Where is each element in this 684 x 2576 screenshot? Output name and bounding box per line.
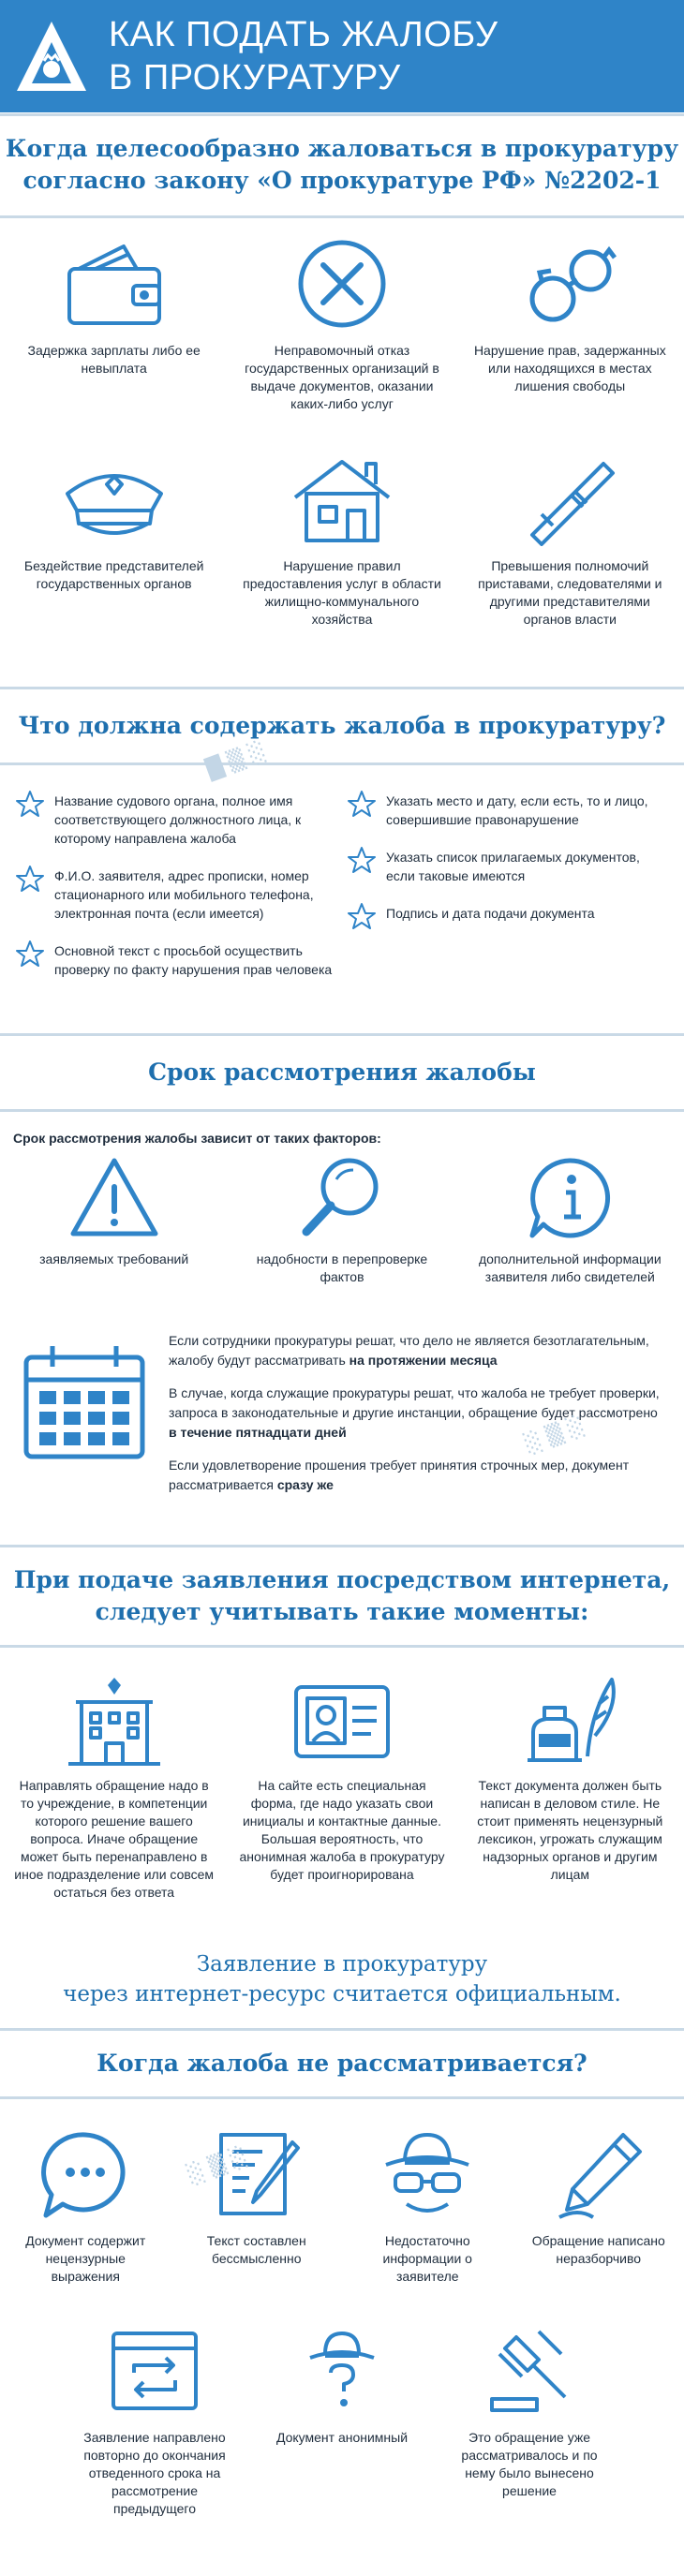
term-immediate-text: Если удовлетворение прошения требует принятия строчных мер, документ рассматривается <box>169 1458 630 1492</box>
official-statement <box>0 1949 684 2028</box>
reason-label: Текст составлен бессмысленно <box>206 2233 306 2266</box>
term-immediate-highlight: сразу же <box>276 1477 334 1492</box>
list-item <box>15 866 337 923</box>
complaint-case-item <box>0 237 228 452</box>
divider <box>0 2096 684 2099</box>
list-item-text: Подпись и дата подачи документа <box>386 906 595 921</box>
factor-label: заявляемых требований <box>39 1251 189 1266</box>
divider <box>0 687 684 689</box>
term-month-text: Если сотрудники прокуратуры решат, что дело не является безотлагательным, жалобу будут рассматривать <box>169 1333 649 1368</box>
item-label: Задержка зарплаты либо ее невыплата <box>27 343 201 376</box>
term-month-highlight: на протяжении месяца <box>349 1353 498 1368</box>
list-item-text: Указать место и дату, если есть, то и лицо, совершившие правонарушение <box>386 793 648 827</box>
section2-title: Что должна содержать жалоба в прокуратуру? <box>18 712 666 739</box>
divider <box>0 762 684 765</box>
tip-item <box>0 1674 228 1944</box>
reason-item <box>171 2127 343 2324</box>
star-icon <box>347 902 377 930</box>
star-icon <box>15 790 45 818</box>
tip-item <box>228 1674 455 1944</box>
divider <box>0 2028 684 2031</box>
complaint-contents-list <box>0 792 684 1033</box>
factor-label: дополнительной информации заявителя либо свидетелей <box>478 1251 662 1284</box>
complaint-case-item <box>456 452 684 687</box>
item-label: Нарушение прав, задержанных или находящихся в местах лишения свободы <box>473 343 666 393</box>
inkwell-icon <box>518 1674 621 1768</box>
complaint-case-item <box>228 452 455 687</box>
notepad-icon <box>208 2127 305 2221</box>
divider <box>0 215 684 218</box>
complaint-case-item <box>0 452 228 687</box>
warning-icon <box>67 1155 161 1239</box>
reason-item <box>61 2324 248 2518</box>
complaint-case-item <box>228 237 455 452</box>
tip-label: Текст документа должен быть написан в деловом стиле. Не стоит применять нецензурный лексикон, угрожать служащим надзорных органов и другим лицам <box>477 1778 663 1882</box>
logo-icon <box>13 18 90 95</box>
section5-title: Когда жалоба не рассматривается? <box>97 2050 587 2077</box>
reason-item <box>248 2324 436 2518</box>
list-item-text: Ф.И.О. заявителя, адрес прописки, номер стационарного или мобильного телефона, электронная почта (если имеется) <box>54 868 314 921</box>
list-item <box>347 848 669 885</box>
page-title-line2: В ПРОКУРАТУРУ <box>109 58 401 97</box>
section1-title-line2: согласно закону «О прокуратуре РФ» №2202-1 <box>22 167 662 194</box>
page-title-line1: КАК ПОДАТЬ ЖАЛОБУ <box>109 15 498 54</box>
item-label: Нарушение правил предоставления услуг в области жилищно-коммунального хозяйства <box>243 558 441 627</box>
reason-label: Заявление направлено повторно до окончания отведенного срока на рассмотрение предыдущего <box>83 2430 226 2516</box>
spy-icon <box>379 2127 476 2221</box>
list-item <box>15 941 337 979</box>
building-icon <box>63 1674 166 1768</box>
header-banner <box>0 0 684 112</box>
list-item <box>347 904 669 930</box>
reason-item <box>0 2127 171 2324</box>
divider <box>0 1545 684 1547</box>
review-terms <box>0 1329 684 1545</box>
rejection-reasons-row1 <box>0 2127 684 2324</box>
calendar-icon <box>19 1340 150 1462</box>
section1-row2 <box>0 452 684 687</box>
gavel-icon <box>481 2324 578 2418</box>
tip-label: Направлять обращение надо в то учреждение, в компетенции которого решение вашего вопроса. Иначе обращение может быть перенаправлено в иное подразделение или совсем остаться без ответа <box>14 1778 215 1900</box>
list-item-text: Указать список прилагаемых документов, если таковые имеются <box>386 850 640 883</box>
list-item <box>347 792 669 829</box>
star-icon <box>15 940 45 968</box>
magnifier-icon <box>295 1155 389 1239</box>
term-fifteen-days-text: В случае, когда служащие прокуратуры решат, что жалоба не требует проверки, запроса в законодательные и другие инстанции, обращение будет рассмотрено <box>169 1385 660 1420</box>
star-icon <box>347 790 377 818</box>
anonymous-icon <box>293 2324 391 2418</box>
watermark: █ ▒ ░ <box>203 739 270 783</box>
divider <box>0 1033 684 1036</box>
divider <box>0 113 684 116</box>
handcuffs-icon <box>513 237 626 331</box>
watermark: ░ ▒ ░ <box>522 1414 588 1458</box>
id-card-icon <box>290 1674 394 1768</box>
rejection-reasons-row2 <box>61 2324 623 2518</box>
wallet-icon <box>58 237 171 331</box>
reason-item <box>436 2324 623 2518</box>
online-filing-tips <box>0 1674 684 1944</box>
pencil-icon <box>550 2127 647 2221</box>
repeat-icon <box>106 2324 203 2418</box>
reason-item <box>342 2127 513 2324</box>
star-icon <box>15 865 45 893</box>
official-statement-line1: Заявление в прокуратуру <box>196 1952 488 1976</box>
review-terms-text <box>169 1329 684 1545</box>
house-icon <box>286 452 398 546</box>
review-factors <box>0 1155 684 1314</box>
factor-item <box>228 1155 455 1314</box>
divider <box>0 1645 684 1648</box>
term-immediate <box>169 1456 665 1495</box>
section3-title: Срок рассмотрения жалобы <box>148 1059 536 1086</box>
review-factors-heading: Срок рассмотрения жалобы зависит от таких факторов: <box>13 1131 381 1146</box>
cross-circle-icon <box>286 237 398 331</box>
list-item <box>15 792 337 848</box>
term-month <box>169 1331 665 1370</box>
factor-item <box>0 1155 228 1314</box>
speech-bubble-icon <box>37 2127 134 2221</box>
contents-column-left <box>15 792 337 1033</box>
divider <box>0 1109 684 1112</box>
tip-label: На сайте есть специальная форма, где надо указать свои инициалы и контактные данные. Большая вероятность, что анонимная жалоба в прокуратуру будет проигнорирована <box>239 1778 445 1882</box>
item-label: Неправомочный отказ государственных организаций в выдаче документов, оказании каких-либо услуг <box>245 343 439 411</box>
factor-label: надобности в перепроверке фактов <box>256 1251 428 1284</box>
police-cap-icon <box>58 452 171 546</box>
item-label: Бездействие представителей государственных органов <box>23 558 204 591</box>
calendar-wrap <box>0 1329 169 1545</box>
page-title <box>109 13 498 99</box>
reason-label: Документ анонимный <box>275 2430 409 2445</box>
section1-title-line1: Когда целесообразно жаловаться в прокуратуру <box>5 135 679 162</box>
section4-title-line2: следует учитывать такие моменты: <box>95 1598 589 1625</box>
official-statement-line2: через интернет-ресурс считается официальным. <box>63 1982 621 2006</box>
tip-item <box>456 1674 684 1944</box>
complaint-case-item <box>456 237 684 452</box>
baton-icon <box>513 452 626 546</box>
item-label: Превышения полномочий приставами, следователями и другими представителями органов власти <box>478 558 662 627</box>
section1-title <box>0 133 684 197</box>
list-item-text: Основной текст с просьбой осуществить проверку по факту нарушения прав человека <box>54 943 333 977</box>
term-fifteen-days-highlight: в течение пятнадцати дней <box>169 1425 347 1440</box>
list-item-text: Название судового органа, полное имя соответствующего должностного лица, к которому направлена жалоба <box>54 793 302 846</box>
factor-item <box>456 1155 684 1314</box>
section4-title-line1: При подаче заявления посредством интернета, <box>13 1566 671 1593</box>
reason-item <box>513 2127 684 2324</box>
section4-title <box>0 1564 684 1628</box>
reason-label: Недостаточно информации о заявителе <box>382 2233 472 2284</box>
section1-row1 <box>0 237 684 452</box>
contents-column-right <box>337 792 669 1033</box>
watermark: ░ ▒ ░ <box>185 2144 251 2188</box>
term-fifteen-days <box>169 1384 665 1443</box>
reason-label: Это обращение уже рассматривалось и по нему было вынесено решение <box>461 2430 598 2498</box>
info-icon <box>523 1155 617 1239</box>
star-icon <box>347 846 377 874</box>
reason-label: Обращение написано неразборчиво <box>531 2233 665 2266</box>
reason-label: Документ содержит нецензурные выражения <box>25 2233 146 2284</box>
